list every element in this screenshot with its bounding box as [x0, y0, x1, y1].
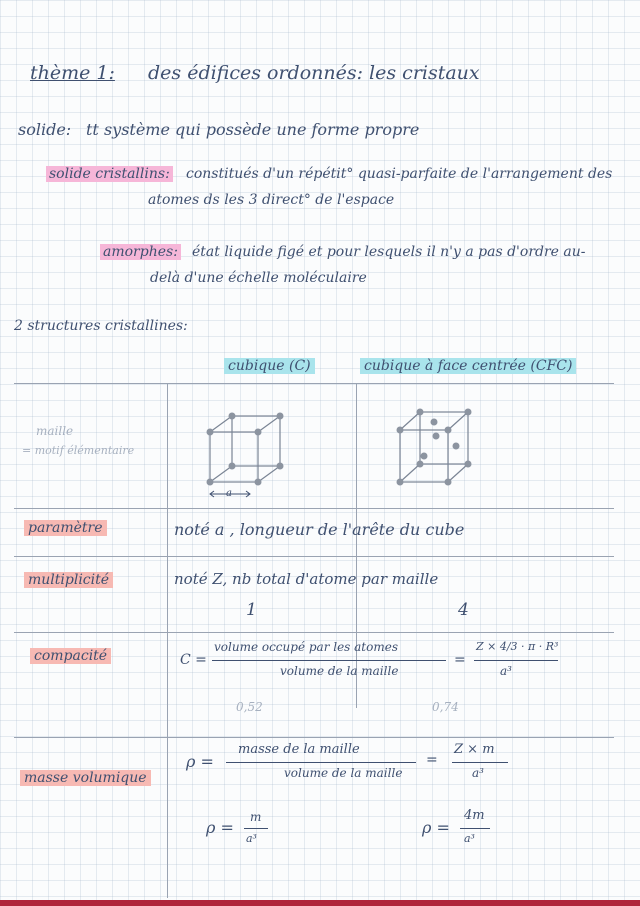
- masse-fraction-bar: [226, 762, 416, 763]
- masse-c-denominator: a³: [246, 832, 257, 845]
- row-line-3: [14, 632, 614, 633]
- masse-equals: =: [426, 752, 438, 768]
- masse-fraction-bar-2: [452, 762, 508, 763]
- solide-definition: tt système qui possède une forme propre: [86, 120, 420, 139]
- masse-c-numerator: m: [250, 810, 262, 824]
- theme-label: thème 1:: [30, 62, 115, 84]
- page-title: des édifices ordonnés: les cristaux: [148, 62, 480, 84]
- masse-volumique-label: masse volumique: [20, 770, 151, 786]
- amorphes-line1: état liquide figé et pour lesquels il n'y a pas d'ordre au-: [192, 244, 586, 260]
- masse-c-fraction-bar: [244, 828, 268, 829]
- amorphes-line2: delà d'une échelle moléculaire: [150, 270, 367, 286]
- structures-heading: 2 structures cristallines:: [14, 318, 188, 334]
- multiplicite-definition: noté Z, nb total d'atome par maille: [174, 570, 439, 588]
- cristallins-label: solide cristallins:: [46, 166, 173, 182]
- solide-label: solide:: [18, 120, 72, 139]
- multiplicite-label: multiplicité: [24, 572, 113, 588]
- bottom-edge-bar: [0, 900, 640, 906]
- table-top-line: [14, 383, 614, 384]
- cristallins-line2: atomes ds les 3 direct° de l'espace: [148, 192, 395, 208]
- table-col-divider-1: [167, 383, 168, 898]
- edge-length-label: a: [226, 488, 232, 499]
- col-header-cfc: cubique à face centrée (CFC): [360, 358, 576, 374]
- multiplicite-cfc-value: 4: [458, 600, 469, 620]
- masse-cfc-symbol: ρ =: [422, 818, 450, 837]
- masse-c-symbol: ρ =: [206, 818, 234, 837]
- masse-denominator: volume de la maille: [284, 766, 403, 780]
- compacite-equals: =: [454, 652, 466, 668]
- masse-denominator-2: a³: [472, 766, 484, 780]
- multiplicite-c-value: 1: [246, 600, 257, 620]
- compacite-fraction-bar: [212, 660, 446, 661]
- maille-sublabel: = motif élémentaire: [22, 444, 135, 457]
- compacite-cfc-value: 0,74: [432, 700, 459, 714]
- compacite-fraction-bar-2: [474, 660, 558, 661]
- amorphes-label: amorphes:: [100, 244, 181, 260]
- compacite-c-value: 0,52: [236, 700, 263, 714]
- compacite-symbol: C =: [180, 652, 207, 668]
- cfc-cell-diagram: [388, 398, 478, 493]
- maille-label: maille: [36, 424, 74, 438]
- parametre-label: paramètre: [24, 520, 107, 536]
- row-line-1: [14, 508, 614, 509]
- masse-cfc-fraction-bar: [460, 828, 490, 829]
- masse-symbol: ρ =: [186, 752, 214, 771]
- col-header-cubique: cubique (C): [224, 358, 315, 374]
- compacite-denominator: volume de la maille: [280, 664, 399, 678]
- parametre-definition: noté a , longueur de l'arête du cube: [174, 520, 465, 539]
- masse-numerator: masse de la maille: [238, 742, 360, 757]
- compacite-numerator-2: Z × 4/3 · π · R³: [476, 640, 559, 653]
- masse-numerator-2: Z × m: [454, 742, 495, 757]
- masse-cfc-numerator: 4m: [464, 808, 485, 823]
- masse-cfc-denominator: a³: [464, 832, 475, 845]
- row-line-4: [14, 737, 614, 738]
- cubic-cell-diagram: [198, 404, 288, 504]
- compacite-numerator: volume occupé par les atomes: [214, 640, 398, 654]
- cristallins-line1: constitués d'un répétit° quasi-parfaite de l'arrangement des: [186, 166, 613, 182]
- row-line-2: [14, 556, 614, 557]
- compacite-label: compacité: [30, 648, 111, 664]
- compacite-denominator-2: a³: [500, 664, 512, 678]
